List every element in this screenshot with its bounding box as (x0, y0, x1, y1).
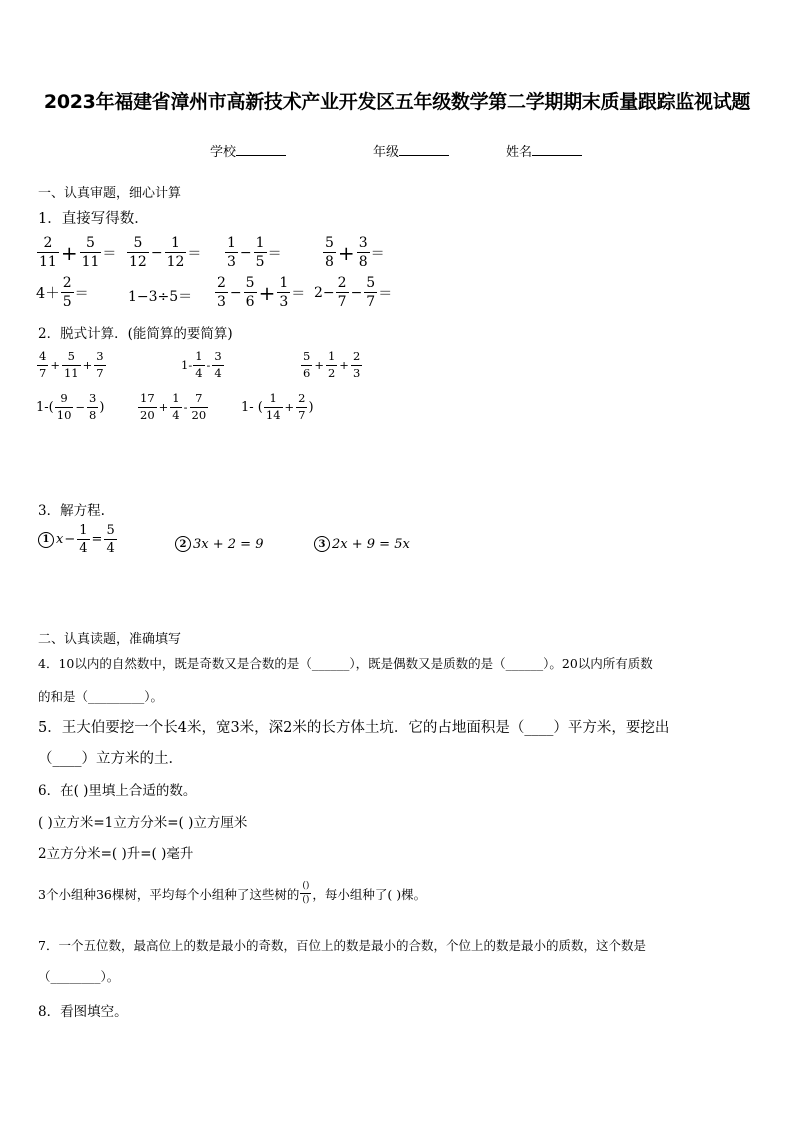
fraction: $\frac{5}{4}$ (106, 523, 115, 556)
fraction: $\frac{2}{3}$ (352, 349, 361, 380)
fraction: $\frac{7}{20}$ (191, 391, 207, 422)
q1-expr-7: $\frac{2}{3}$ − $\frac{5}{6}$ + $\frac{1}{3}$ ＝ (217, 275, 306, 310)
fraction: $\frac{3}{8}$ (358, 235, 368, 270)
q7-line2: （________）。 (38, 969, 120, 984)
q1-expr-1: $\frac{2}{11}$ + $\frac{5}{11}$ ＝ (39, 235, 117, 270)
q3-label: 3．解方程. (38, 503, 105, 519)
circled-number: 1 (38, 532, 54, 548)
fraction: $\frac{3}{7}$ (96, 349, 104, 380)
q1-label: 1．直接写得数． (38, 211, 149, 227)
q1-expr-5: 4＋ $\frac{2}{5}$ ＝ (36, 275, 89, 310)
q6-label: 6．在( )里填上合适的数。 (38, 783, 197, 799)
q5-line2: （____）立方米的土． (38, 751, 183, 767)
fraction: $\frac{17}{20}$ (140, 391, 155, 422)
q1-expr-6: 1−3÷5＝ (128, 289, 193, 305)
q2-expr-6: 1- ( $\frac{1}{14}$ + $\frac{2}{7}$ ) (241, 391, 314, 422)
q2-expr-5: $\frac{17}{20}$ + $\frac{1}{4}$ - $\frac{7}{20}$ (140, 391, 207, 422)
q3-equation-3: 3 2x + 9 = 5x (314, 536, 410, 552)
fraction: $\frac{1}{14}$ (265, 391, 281, 422)
circled-number: 2 (175, 536, 191, 552)
q1-expr-3: $\frac{1}{3}$ − $\frac{1}{5}$ ＝ (227, 235, 282, 270)
q1-expr-2: $\frac{5}{12}$ − $\frac{1}{12}$ ＝ (129, 235, 202, 270)
fraction: $\frac{2}{3}$ (217, 275, 226, 310)
fraction: $\frac{1}{12}$ (166, 235, 185, 270)
q3-equation-2: 2 3x + 2 = 9 (175, 536, 263, 552)
fraction: $\frac{5}{6}$ (303, 349, 311, 380)
circled-number: 3 (314, 536, 330, 552)
fraction: $\frac{2}{7}$ (298, 391, 306, 422)
section1-heading: 一、认真审题，细心计算 (38, 186, 182, 201)
q2-expr-1: $\frac{4}{7}$ + $\frac{5}{11}$ + $\frac{3}{7}$ (39, 349, 104, 380)
q2-label: 2．脱式计算．(能简算的要简算) (38, 326, 233, 342)
school-field (210, 141, 286, 160)
school-label: 学校 (210, 145, 237, 160)
q1-expr-8: 2− $\frac{2}{7}$ − $\frac{5}{7}$ ＝ (314, 275, 393, 310)
fraction: $\frac{1}{4}$ (172, 391, 180, 422)
grade-label: 年级 (373, 145, 400, 160)
q2-expr-4: 1-( $\frac{9}{10}$ − $\frac{3}{8}$ ) (36, 391, 105, 422)
fraction: $\frac{3}{4}$ (214, 349, 222, 380)
fraction: $\frac{4}{7}$ (39, 349, 47, 380)
q2-expr-3: $\frac{5}{6}$ + $\frac{1}{2}$ + $\frac{2}{3}$ (303, 349, 361, 380)
fraction: $\frac{1}{4}$ (79, 523, 88, 556)
fraction: $\frac{2}{11}$ (39, 235, 57, 270)
fraction: $\frac{9}{10}$ (56, 391, 72, 422)
fraction: $\frac{5}{7}$ (366, 275, 376, 310)
fraction: $\frac{1}{5}$ (255, 235, 265, 270)
fraction: $\frac{5}{8}$ (325, 235, 334, 270)
school-blank[interactable] (236, 142, 286, 156)
grade-field (373, 141, 449, 160)
q6-line1: ( )立方米=1立方分米=( )立方厘米 (38, 815, 248, 831)
name-field (506, 141, 582, 160)
q2-expr-2: 1- $\frac{1}{4}$ - $\frac{3}{4}$ (181, 349, 222, 380)
fraction: $\frac{2}{7}$ (337, 275, 347, 310)
q1-expr-4: $\frac{5}{8}$ + $\frac{3}{8}$ ＝ (325, 235, 385, 270)
section2-heading: 二、认真读题，准确填写 (38, 632, 182, 647)
name-blank[interactable] (532, 142, 582, 156)
q6-line2: 2立方分米=( )升=( )毫升 (38, 846, 194, 862)
fraction: $\frac{5}{11}$ (81, 235, 100, 270)
fraction: $\frac{1}{4}$ (195, 349, 203, 380)
name-label: 姓名 (506, 145, 533, 160)
q7-line1: 7．一个五位数，最高位上的数是最小的奇数，百位上的数是最小的合数，个位上的数是最小的质数，这个数是 (38, 938, 646, 953)
fraction: $\frac{1}{3}$ (227, 235, 236, 270)
fraction: $\frac{3}{8}$ (89, 391, 97, 422)
fraction: $\frac{1}{2}$ (327, 349, 336, 380)
q4-line2: 的和是（_________）。 (38, 689, 164, 704)
fraction: $\frac{5}{11}$ (63, 349, 79, 380)
q3-equation-1: 1 x − $\frac{1}{4}$ = $\frac{5}{4}$ (38, 524, 118, 555)
q6-line3: 3个小组种36棵树，平均每个小组种了这些树的 $\frac{()}{()}$ ，每小组种了( )棵。 (38, 881, 427, 905)
fraction: $\frac{1}{3}$ (279, 275, 289, 310)
fraction: $\frac{2}{5}$ (62, 275, 72, 310)
grade-blank[interactable] (399, 142, 449, 156)
page-title: 2023年福建省漳州市高新技术产业开发区五年级数学第二学期期末质量跟踪监视试题 (43, 91, 751, 113)
fraction: $\frac{5}{6}$ (245, 275, 255, 310)
q8-label: 8．看图填空。 (38, 1004, 128, 1020)
q5-line1: 5．王大伯要挖一个长4米，宽3米，深2米的长方体土坑．它的占地面积是（____）平方米，要挖出 (38, 720, 670, 736)
q4-line1: 4．10以内的自然数中，既是奇数又是合数的是（______），既是偶数又是质数的是（______）。20以内所有质数 (38, 656, 653, 671)
fraction: $\frac{5}{12}$ (129, 235, 147, 270)
fraction: $\frac{()}{()}$ (302, 881, 310, 905)
